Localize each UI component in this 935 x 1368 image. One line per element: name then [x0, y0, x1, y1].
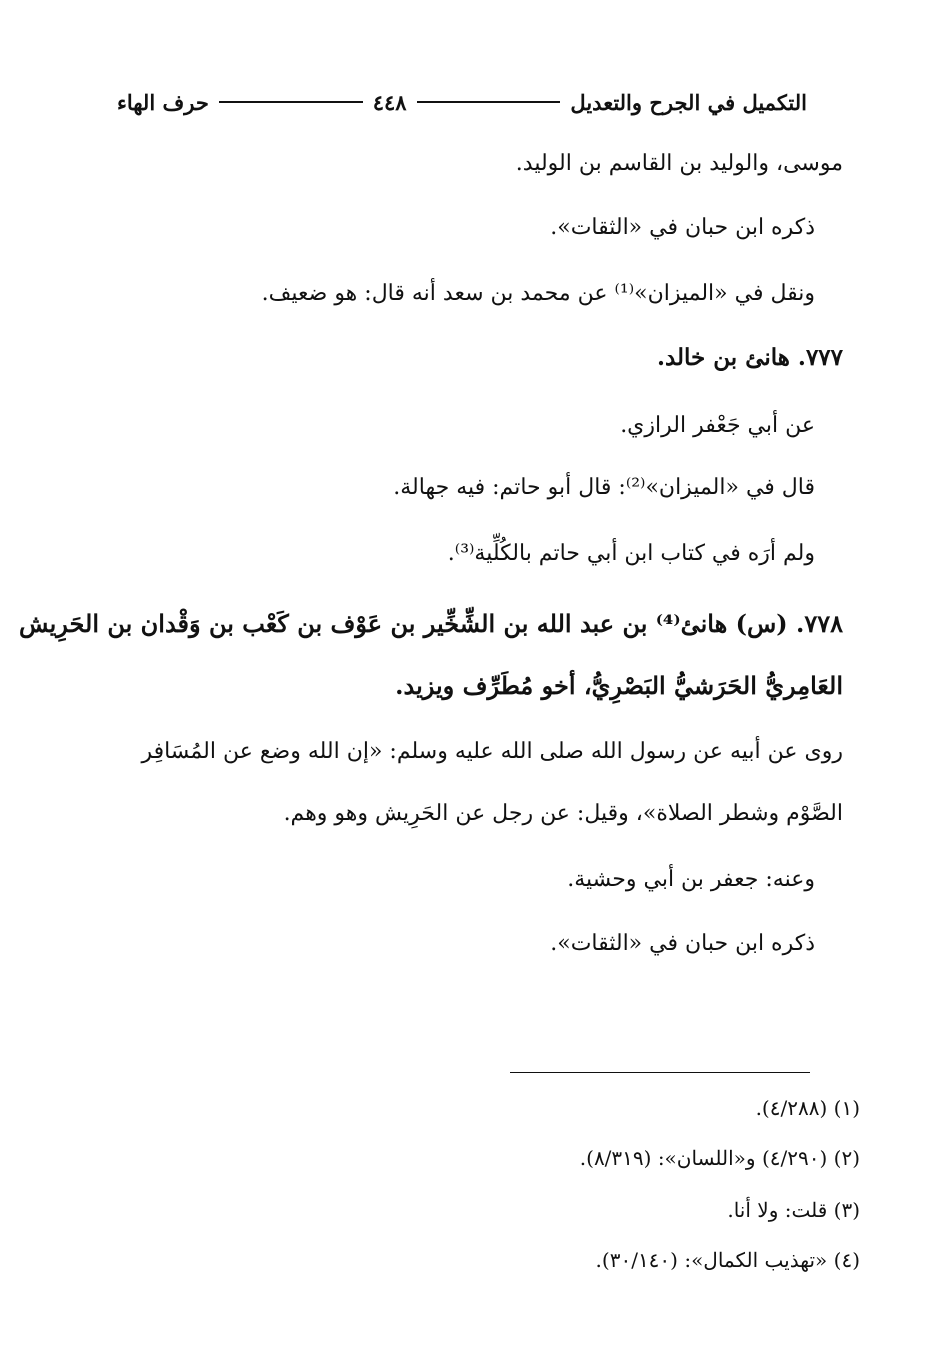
page-number: ٤٤٨ [372, 89, 407, 115]
entry-778-heading-cont: العَامِريُّ الحَرَشيُّ البَصْرِيُّ، أخو مُطَرِّف ويزيد. [395, 671, 843, 700]
entry-name: (س) هانئ⁽⁴⁾ بن عبد الله بن الشِّخِّير بن عَوْف بن كَعْب بن وَقْدان بن الحَرِيش [19, 609, 788, 638]
footnote-3: (٣) قلت: ولا أنا. [727, 1198, 860, 1222]
text-line: روى عن أبيه عن رسول الله صلى الله عليه وسلم: «إن الله وضع عن المُسَافِر [141, 739, 843, 764]
entry-778-heading [19, 606, 843, 642]
entry-777-heading [657, 340, 843, 376]
header-rule-right [417, 101, 561, 103]
text-line: ذكره ابن حبان في «الثقات». [550, 215, 815, 240]
text-line: عن أبي جَعْفر الرازي. [620, 413, 815, 438]
text-line: الصَّوْم وشطر الصلاة»، وقيل: عن رجل عن الحَرِيش وهو وهم. [283, 801, 843, 826]
text-line: ونقل في «الميزان»⁽¹⁾ عن محمد بن سعد أنه قال: هو ضعيف. [261, 281, 815, 306]
text-line: قال في «الميزان»⁽²⁾: قال أبو حاتم: فيه جهالة. [393, 475, 815, 500]
running-header [117, 82, 807, 122]
section-title: حرف الهاء [116, 89, 209, 115]
footnote-separator [510, 1072, 810, 1073]
text-line: موسى، والوليد بن القاسم بن الوليد. [515, 151, 843, 176]
text-line: ولم أرَه في كتاب ابن أبي حاتم بالكُلِّية⁽³⁾. [447, 541, 815, 566]
header-rule-left [219, 101, 363, 103]
text-line: ذكره ابن حبان في «الثقات». [550, 931, 815, 956]
footnote-4: (٤) «تهذيب الكمال»: (٣٠/١٤٠). [595, 1248, 860, 1272]
book-title: التكميل في الجرح والتعديل [570, 89, 807, 115]
entry-number: ٧٧٧. [797, 344, 843, 371]
footnote-1: (١) (٤/٢٨٨). [755, 1096, 860, 1120]
footnote-2: (٢) (٤/٢٩٠) و«اللسان»: (٨/٣١٩). [579, 1146, 860, 1170]
entry-number: ٧٧٨. [795, 609, 843, 638]
text-line: وعنه: جعفر بن أبي وحشية. [567, 867, 815, 892]
entry-name: هانئ بن خالد. [656, 344, 790, 371]
